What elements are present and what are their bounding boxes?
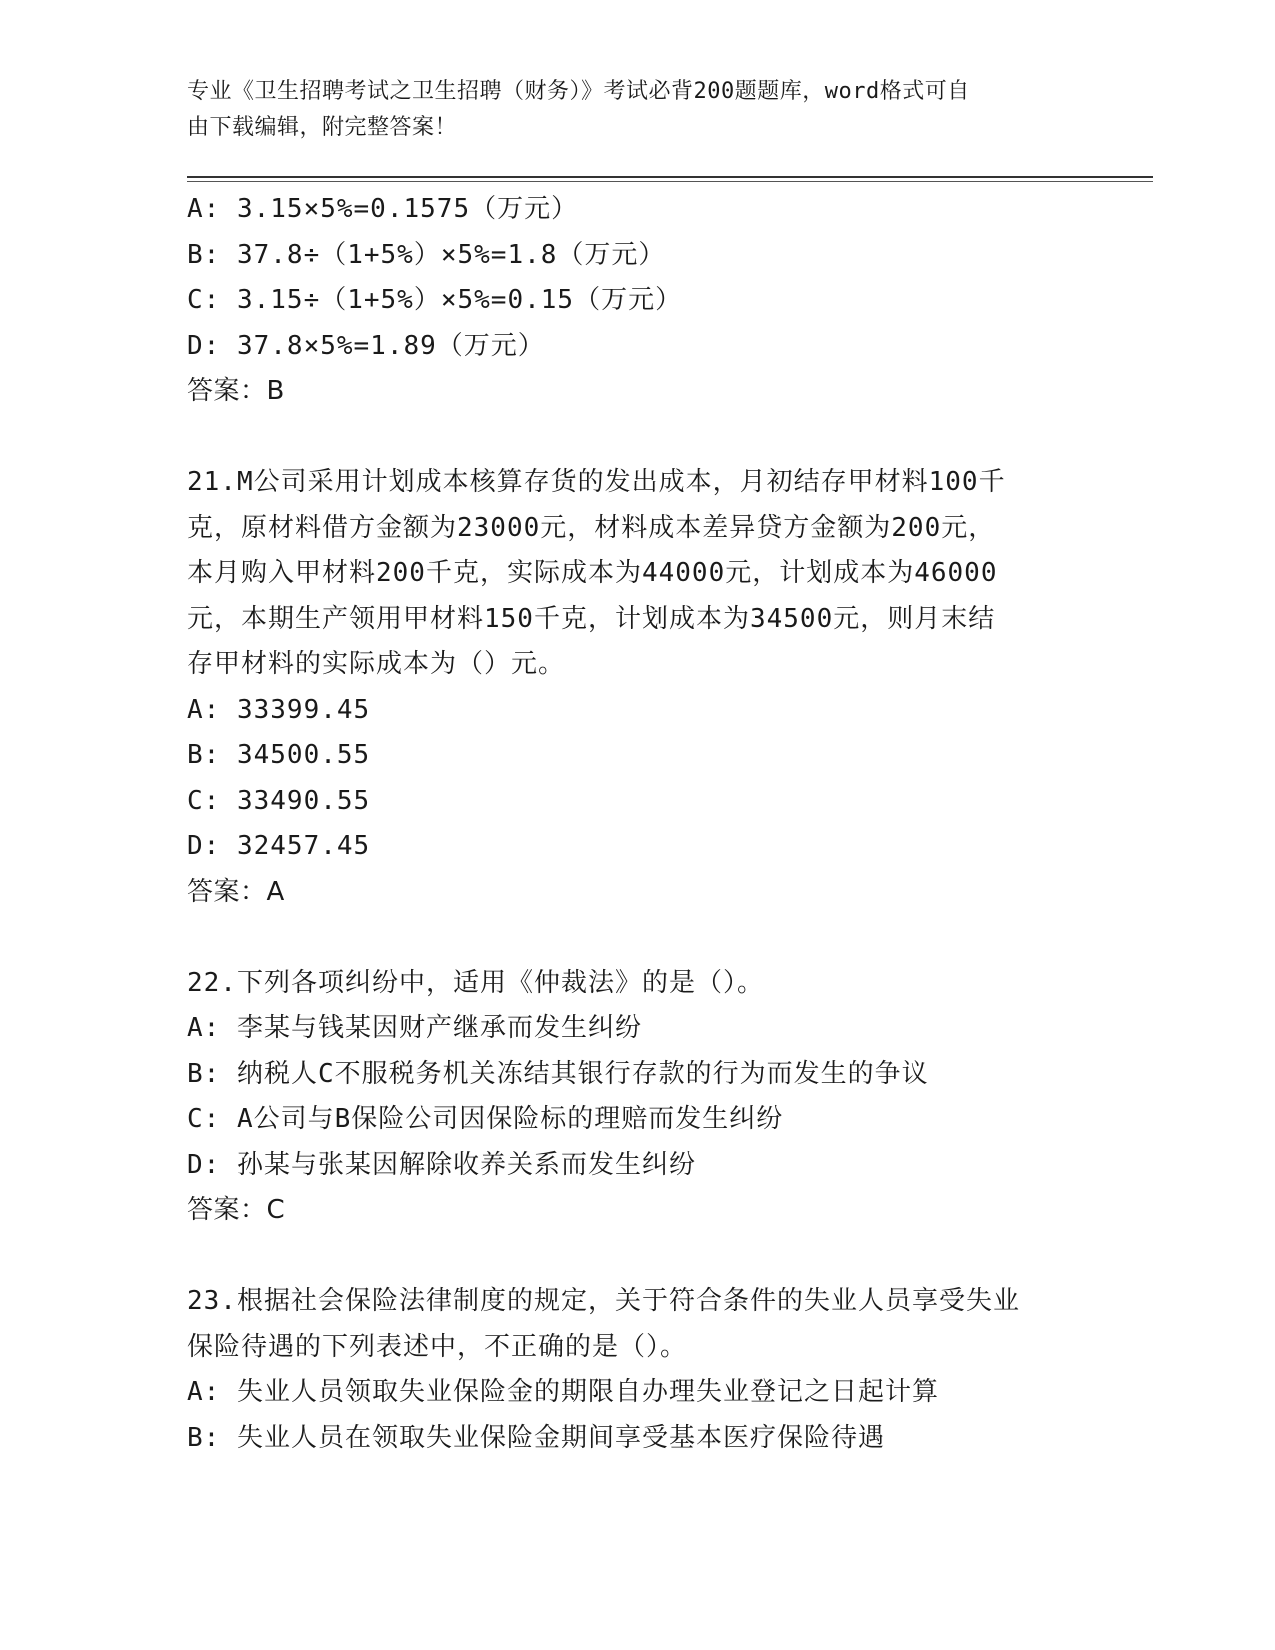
option-b: B: 纳税人C不服税务机关冻结其银行存款的行为而发生的争议 bbox=[187, 1058, 929, 1089]
answer: 答案：B bbox=[187, 376, 285, 406]
spacer bbox=[187, 915, 1147, 961]
question-stem-line: 元，本期生产领用甲材料150千克，计划成本为34500元，则月末结 bbox=[187, 603, 996, 634]
option-b: B: 失业人员在领取失业保险金期间享受基本医疗保险待遇 bbox=[187, 1422, 885, 1453]
option-d: D: 32457.45 bbox=[187, 831, 371, 861]
question-stem-line: 21.M公司采用计划成本核算存货的发出成本，月初结存甲材料100千 bbox=[187, 467, 1006, 497]
header-line-2: 由下载编辑，附完整答案！ bbox=[187, 115, 458, 140]
question-stem-line: 克，原材料借方金额为23000元，材料成本差异贷方金额为200元， bbox=[187, 512, 996, 543]
question-stem-line: 保险待遇的下列表述中，不正确的是（）。 bbox=[187, 1331, 688, 1362]
question-stem-line: 23.根据社会保险法律制度的规定，关于符合条件的失业人员享受失业 bbox=[187, 1286, 1020, 1316]
answer: 答案：C bbox=[187, 1195, 286, 1225]
question-stem-line: 本月购入甲材料200千克，实际成本为44000元，计划成本为46000 bbox=[187, 558, 998, 588]
header-line-1: 专业《卫生招聘考试之卫生招聘（财务）》考试必背200题题库，word格式可自 bbox=[187, 79, 970, 104]
question-content bbox=[187, 187, 1147, 1461]
option-b: B: 37.8÷（1+5%）×5%=1.8（万元） bbox=[187, 239, 666, 270]
option-d: D: 孙某与张某因解除收养关系而发生纠纷 bbox=[187, 1149, 696, 1180]
question-stem-line: 22.下列各项纠纷中，适用《仲裁法》的是（）。 bbox=[187, 967, 764, 998]
option-b: B: 34500.55 bbox=[187, 740, 371, 770]
question-22 bbox=[187, 961, 1147, 1234]
option-a: A: 3.15×5%=0.1575（万元） bbox=[187, 194, 579, 224]
option-c: C: 3.15÷（1+5%）×5%=0.15（万元） bbox=[187, 285, 683, 315]
question-23 bbox=[187, 1279, 1147, 1461]
option-c: C: A公司与B保险公司因保险标的理赔而发生纠纷 bbox=[187, 1104, 784, 1134]
option-c: C: 33490.55 bbox=[187, 785, 371, 816]
spacer bbox=[187, 415, 1147, 461]
option-d: D: 37.8×5%=1.89（万元） bbox=[187, 330, 545, 361]
option-a: A: 33399.45 bbox=[187, 694, 371, 725]
question-20 bbox=[187, 187, 1147, 415]
question-stem-line: 存甲材料的实际成本为（）元。 bbox=[187, 649, 566, 679]
spacer bbox=[187, 1234, 1147, 1280]
option-a: A: 失业人员领取失业保险金的期限自办理失业登记之日起计算 bbox=[187, 1377, 939, 1407]
option-a: A: 李某与钱某因财产继承而发生纠纷 bbox=[187, 1013, 642, 1043]
answer: 答案：A bbox=[187, 876, 285, 907]
header-divider-thin bbox=[187, 181, 1153, 182]
header-divider-thick bbox=[187, 176, 1153, 178]
document-header bbox=[187, 74, 1067, 146]
question-21 bbox=[187, 460, 1147, 915]
